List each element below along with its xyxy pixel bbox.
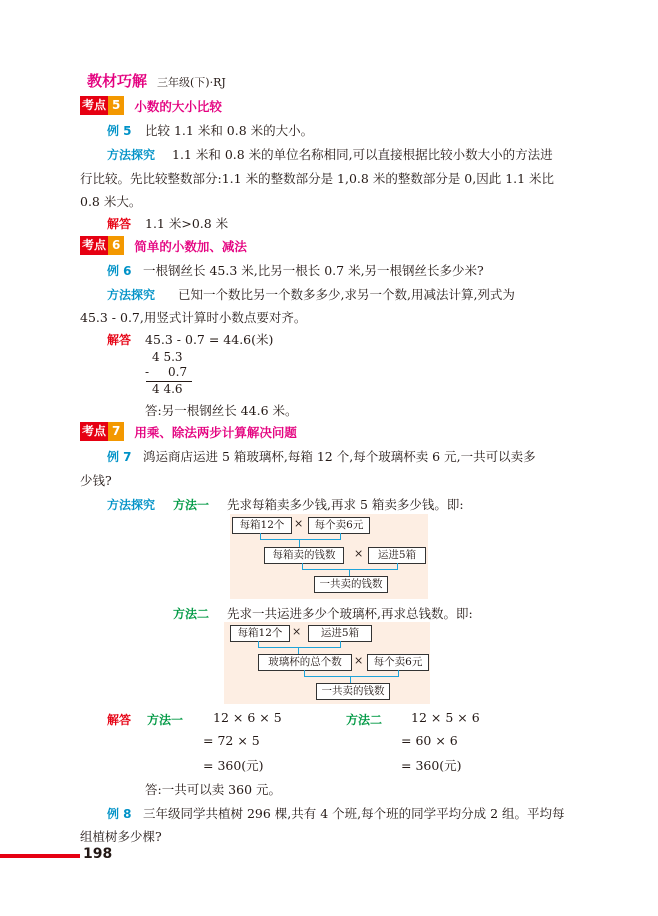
- diagram-node: 每箱12个: [230, 625, 290, 642]
- solution-1-line: 12 × 6 × 5: [213, 710, 282, 725]
- answer-text: 1.1 米>0.8 米: [145, 216, 229, 231]
- times-sign: ×: [292, 625, 302, 638]
- diagram-node: 一共卖的钱数: [314, 576, 388, 593]
- flow-diagram-2: [224, 622, 430, 704]
- example-8-label: 例 8: [107, 807, 132, 821]
- topic-number: 6: [108, 236, 124, 255]
- footer-bar: [0, 854, 80, 858]
- times-sign: ×: [294, 517, 304, 530]
- topic-prefix: 考点: [80, 422, 108, 441]
- method-text: 0.8 米大。: [80, 194, 142, 209]
- topic-5-heading: [80, 96, 222, 115]
- answer-label: 解答: [107, 217, 132, 231]
- method-label: 方法探究: [107, 288, 156, 302]
- example-7-question: 少钱?: [80, 473, 112, 488]
- topic-prefix: 考点: [80, 236, 108, 255]
- answer-conclusion: 答:另一根钢丝长 44.6 米。: [145, 403, 298, 418]
- diagram-connector: [260, 533, 341, 540]
- topic-title: 小数的大小比较: [134, 98, 222, 114]
- topic-6-heading: [80, 236, 247, 255]
- flow-diagram-1: [230, 514, 428, 599]
- times-sign: ×: [354, 654, 364, 667]
- diagram-connector: [258, 641, 341, 648]
- diagram-node: 玻璃杯的总个数: [258, 654, 352, 671]
- diagram-node: 每箱12个: [232, 517, 292, 534]
- method-label: 方法探究: [107, 498, 156, 512]
- answer-label: 解答: [107, 333, 132, 347]
- vertical-result: 4 4.6: [152, 382, 183, 396]
- diagram-node: 运进5箱: [368, 547, 426, 564]
- diagram-node: 一共卖的钱数: [316, 683, 390, 700]
- book-subtitle: 三年级(下)·RJ: [157, 76, 226, 89]
- way-1-text: 先求每箱卖多少钱,再求 5 箱卖多少钱。即:: [227, 497, 464, 512]
- method-text: 行比较。先比较整数部分:1.1 米的整数部分是 1,0.8 米的整数部分是 0,因此 1.1 米比: [80, 171, 555, 186]
- topic-title: 用乘、除法两步计算解决问题: [134, 424, 297, 440]
- diagram-connector: [349, 569, 350, 576]
- page-number: 198: [83, 846, 113, 862]
- method-text: 45.3 - 0.7,用竖式计算时小数点要对齐。: [80, 310, 307, 325]
- answer-label: 解答: [107, 713, 132, 727]
- example-6-question: 一根钢丝长 45.3 米,比另一根长 0.7 米,另一根钢丝长多少米?: [143, 263, 484, 278]
- example-5-question: 比较 1.1 米和 0.8 米的大小。: [145, 123, 314, 138]
- example-7-question: 鸿运商店运进 5 箱玻璃杯,每箱 12 个,每个玻璃杯卖 6 元,一共可以卖多: [143, 449, 536, 464]
- diagram-connector: [298, 647, 299, 654]
- times-sign: ×: [354, 547, 364, 560]
- solution-1-label: 方法一: [147, 713, 184, 727]
- example-5-label: 例 5: [107, 124, 132, 138]
- answer-text: 45.3 - 0.7 = 44.6(米): [145, 332, 274, 347]
- diagram-connector: [299, 539, 300, 547]
- way-2-text: 先求一共运进多少个玻璃杯,再求总钱数。即:: [227, 606, 473, 621]
- topic-7-heading: [80, 422, 297, 441]
- topic-prefix: 考点: [80, 96, 108, 115]
- solution-1-line: = 72 × 5: [203, 733, 260, 748]
- diagram-connector: [304, 670, 399, 677]
- method-text: 已知一个数比另一个数多多少,求另一个数,用减法计算,列式为: [178, 287, 515, 302]
- method-label: 方法探究: [107, 148, 156, 162]
- diagram-node: 每个卖6元: [308, 517, 370, 534]
- way-1-label: 方法一: [173, 498, 210, 512]
- topic-title: 简单的小数加、减法: [134, 238, 247, 254]
- diagram-node: 每个卖6元: [367, 654, 429, 671]
- diagram-node: 运进5箱: [308, 625, 372, 642]
- example-7-label: 例 7: [107, 450, 132, 464]
- solution-1-line: = 360(元): [203, 758, 264, 773]
- diagram-connector: [302, 563, 398, 570]
- example-8-question: 三年级同学共植树 296 棵,共有 4 个班,每个班的同学平均分成 2 组。平均每: [143, 806, 565, 821]
- way-2-label: 方法二: [173, 607, 210, 621]
- solution-2-line: = 360(元): [401, 758, 462, 773]
- vertical-row-1: 4 5.3: [152, 350, 183, 364]
- vertical-row-2: 0.7: [168, 365, 188, 379]
- example-8-question: 组植树多少棵?: [80, 829, 162, 844]
- topic-number: 7: [108, 422, 124, 441]
- diagram-connector: [350, 676, 351, 683]
- answer-conclusion: 答:一共可以卖 360 元。: [145, 782, 282, 797]
- minus-sign: -: [145, 365, 150, 379]
- diagram-node: 每箱卖的钱数: [264, 547, 344, 564]
- book-title: 教材巧解: [87, 72, 148, 90]
- topic-number: 5: [108, 96, 124, 115]
- example-6-label: 例 6: [107, 264, 132, 278]
- solution-2-line: 12 × 5 × 6: [411, 710, 480, 725]
- solution-2-label: 方法二: [346, 713, 383, 727]
- solution-2-line: = 60 × 6: [401, 733, 458, 748]
- method-text: 1.1 米和 0.8 米的单位名称相同,可以直接根据比较小数大小的方法进: [172, 147, 553, 162]
